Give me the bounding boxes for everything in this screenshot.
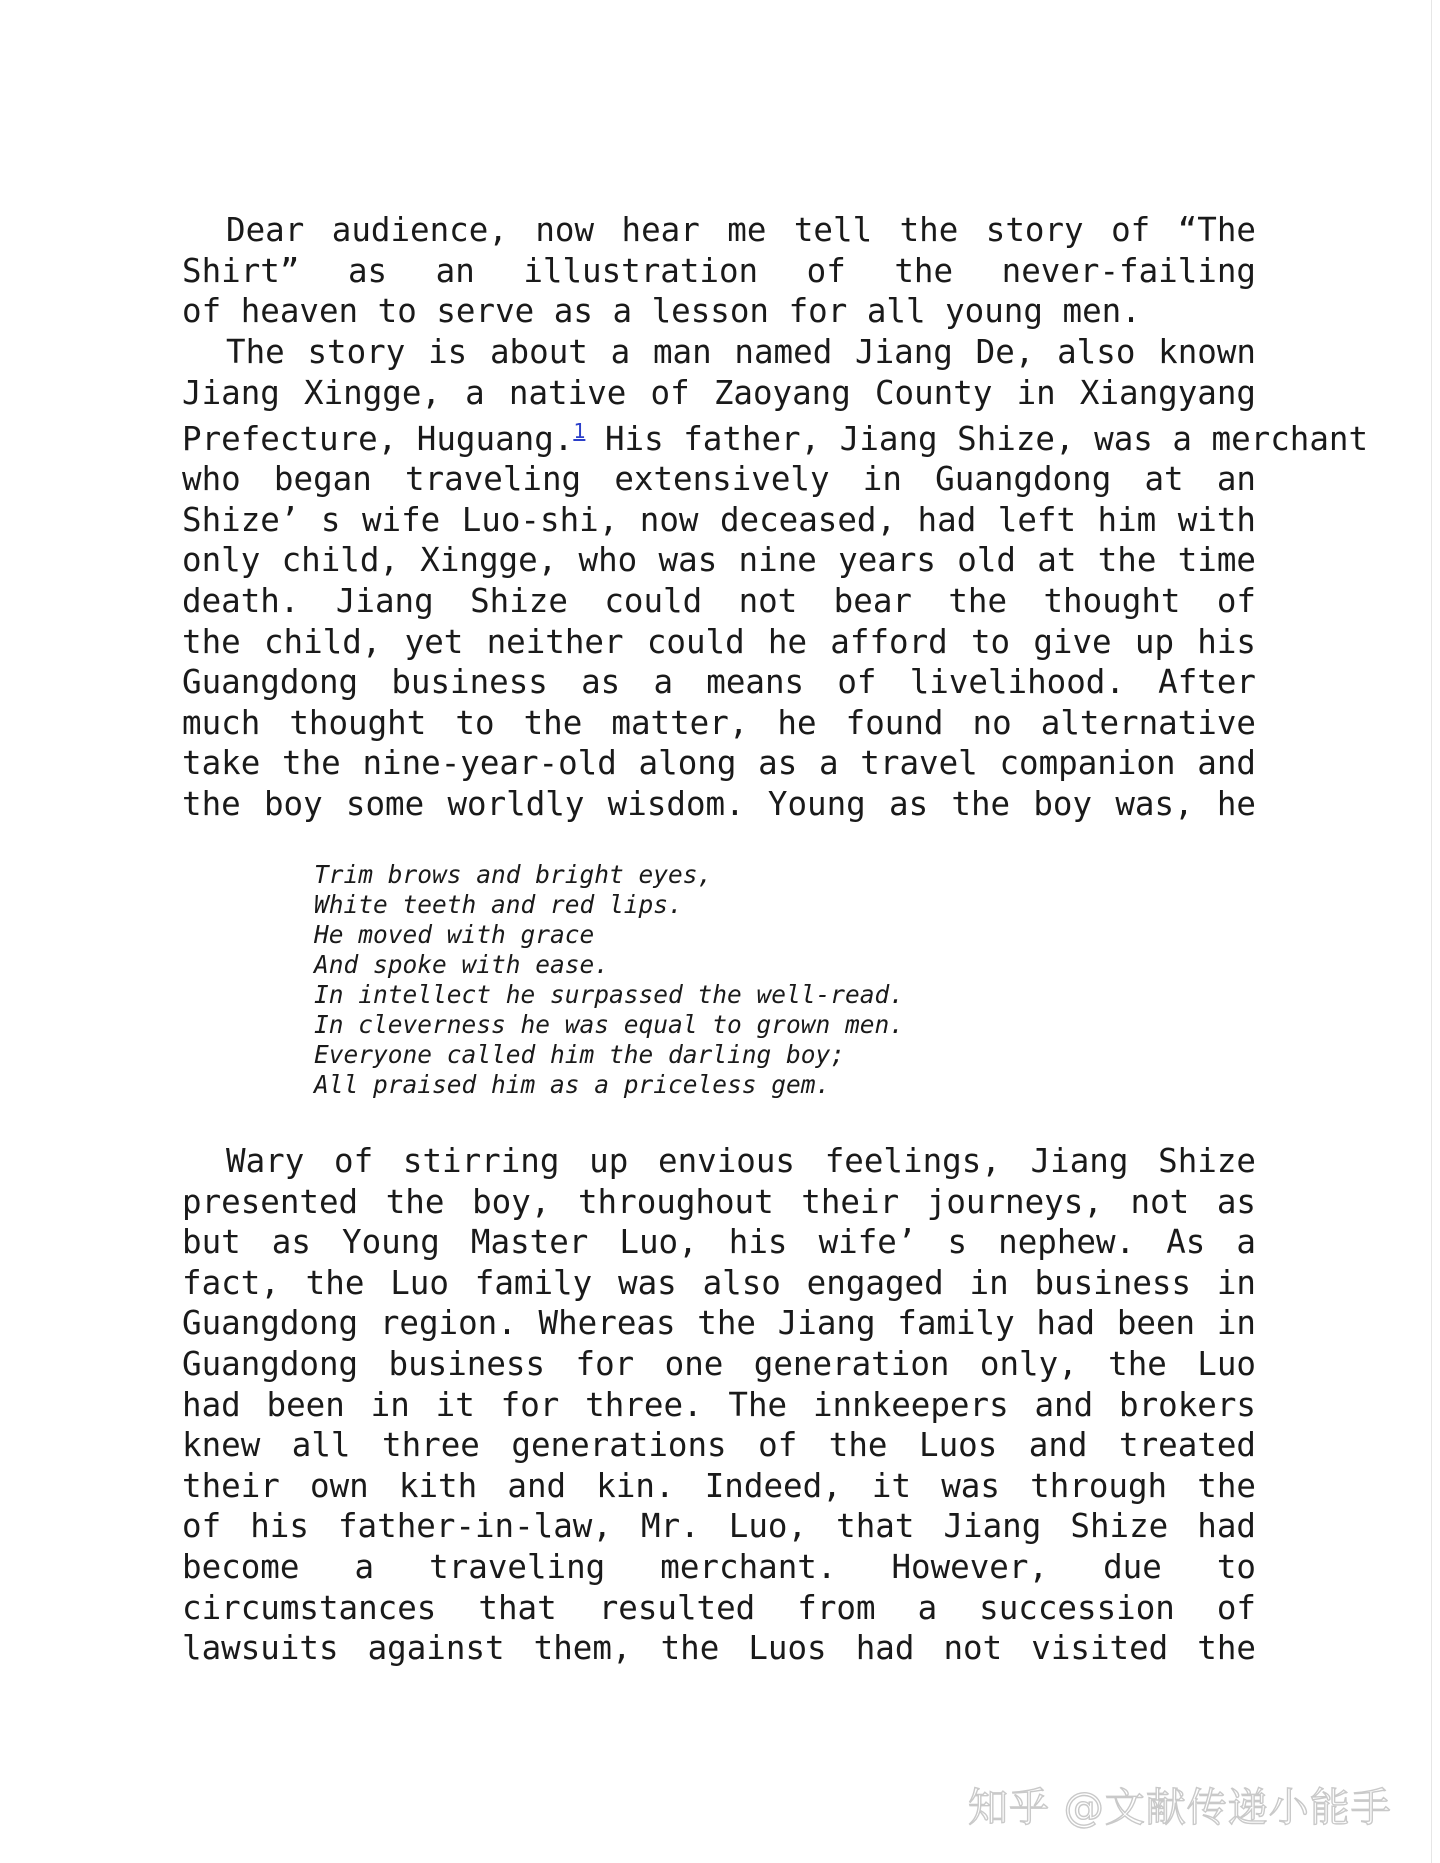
paragraph-story-intro xyxy=(182,332,1369,825)
text-line: Guangdong region. Whereas the Jiang family had been in xyxy=(182,1304,1256,1343)
text-line: Shirt” as an illustration of the never-failing xyxy=(182,251,1256,290)
zhihu-watermark: 知乎 @文献传递小能手 xyxy=(968,1785,1392,1831)
text-line: lawsuits against them, the Luos had not visited the xyxy=(182,1629,1256,1668)
text-segment: His father, Jiang Shize, was a merchant xyxy=(585,420,1369,459)
paragraph-opening xyxy=(182,210,1256,332)
text-line: who began traveling extensively in Guangdong at an xyxy=(182,460,1256,499)
footnote-link[interactable]: 1 xyxy=(573,419,586,444)
text-line: the child, yet neither could he afford to give up his xyxy=(182,622,1256,661)
text-line: much thought to the matter, he found no alternative xyxy=(182,703,1256,742)
text-line: their own kith and kin. Indeed, it was through the xyxy=(182,1466,1256,1505)
verse-line: Trim brows and bright eyes, xyxy=(314,860,713,889)
text-line: fact, the Luo family was also engaged in business in xyxy=(182,1263,1256,1302)
text-line: circumstances that resulted from a succession of xyxy=(182,1588,1256,1627)
verse-line: In intellect he surpassed the well-read. xyxy=(314,980,905,1009)
verse-line: All praised him as a priceless gem. xyxy=(314,1070,831,1099)
text-line: Dear audience, now hear me tell the story of “The xyxy=(226,211,1256,249)
text-line: knew all three generations of the Luos and treated xyxy=(182,1426,1256,1465)
verse-line: In cleverness he was equal to grown men. xyxy=(314,1010,905,1039)
text-line-with-footnote xyxy=(182,413,1369,459)
text-line: Wary of stirring up envious feelings, Jiang Shize xyxy=(226,1142,1256,1180)
verse-block xyxy=(314,860,904,1100)
verse-line: And spoke with ease. xyxy=(314,950,610,979)
text-line: The story is about a man named Jiang De, also known xyxy=(226,333,1256,371)
text-line: become a traveling merchant. However, due to xyxy=(182,1547,1256,1586)
text-line: death. Jiang Shize could not bear the thought of xyxy=(182,581,1256,620)
text-line: Shize’ s wife Luo-shi, now deceased, had left him with xyxy=(182,500,1256,539)
text-line: presented the boy, throughout their journeys, not as xyxy=(182,1182,1256,1221)
verse-line: Everyone called him the darling boy; xyxy=(314,1040,846,1069)
text-line: of his father-in-law, Mr. Luo, that Jiang Shize had xyxy=(182,1507,1256,1546)
text-line: of heaven to serve as a lesson for all young men. xyxy=(182,292,1141,331)
text-segment: Prefecture, Huguang. xyxy=(182,420,574,459)
text-line: but as Young Master Luo, his wife’ s nephew. As a xyxy=(182,1223,1256,1262)
text-line: the boy some worldly wisdom. Young as the boy was, he xyxy=(182,784,1256,823)
verse-line: He moved with grace xyxy=(314,920,595,949)
verse-line: White teeth and red lips. xyxy=(314,890,683,919)
text-line: Guangdong business as a means of livelihood. After xyxy=(182,663,1256,702)
page-edge-divider xyxy=(1431,0,1432,1863)
paragraph-luo-family xyxy=(182,1141,1256,1669)
text-line: had been in it for three. The innkeepers and brokers xyxy=(182,1385,1256,1424)
text-line: Guangdong business for one generation only, the Luo xyxy=(182,1344,1256,1383)
text-line: only child, Xingge, who was nine years old at the time xyxy=(182,541,1256,580)
text-line: take the nine-year-old along as a travel companion and xyxy=(182,744,1256,783)
text-line: Jiang Xingge, a native of Zaoyang County in Xiangyang xyxy=(182,373,1256,412)
